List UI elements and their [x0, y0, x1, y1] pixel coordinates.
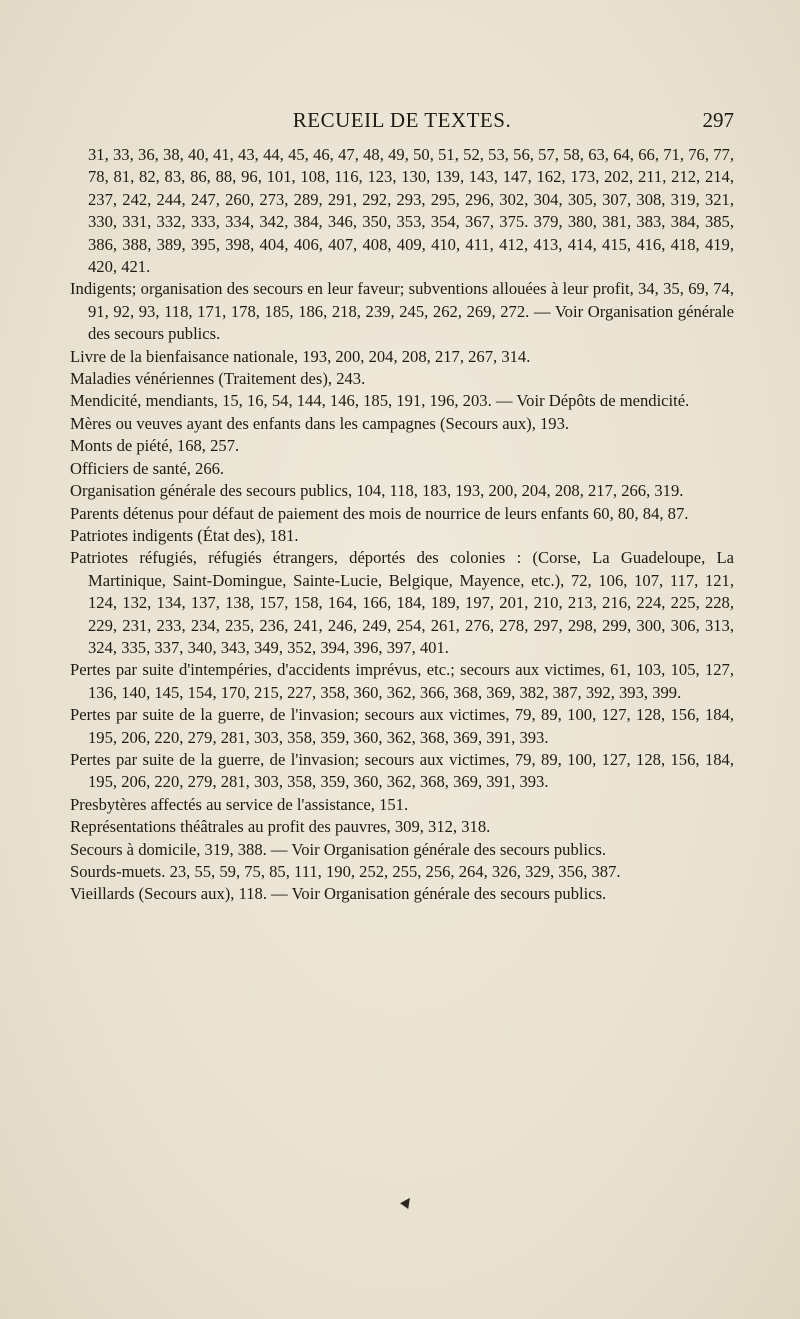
index-entry-organisation-generale: Organisation générale des secours publics, 104, 118, 183, 193, 200, 204, 208, 217, 266, 319. — [70, 481, 684, 501]
index-entry-secours-domicile: Secours à domicile, 319, 388. — Voir Organisation générale des secours publics. — [70, 839, 606, 859]
index-entry-continued: 31, 33, 36, 38, 40, 41, 43, 44, 45, 46, 47, 48, 49, 50, 51, 52, 53, 56, 57, 58, 63, 64, 66, 71, 76, 77, 78, 81, 82, 83, 86, 88, 96, 101, 108, 116, 123, 130, 139, 143, 147, 162, 173, 202, 211, 212, 214, 237, 242, 244, 247, 260, 273, 289, 291, 292, 293, 295, 296, 302, 304, 305, 307, 308, 319, 321, 330, 331, 332, 333, 334, 342, 384, 346, 350, 353, 354, 367, 375. 379, 380, 381, 383, 384, 385, 386, 388, 389, 395, 398, 404, 406, 407, 408, 409, 410, 411, 412, 413, 414, 415, 416, 418, 419, 420, 421. — [88, 145, 734, 277]
running-title: RECUEIL DE TEXTES. — [292, 108, 512, 132]
index-entry-officiers-de-sante: Officiers de santé, 266. — [70, 458, 225, 478]
index-entry-patriotes-refugies: Patriotes réfugiés, réfugiés étrangers, déportés des colonies : (Corse, La Guadeloupe, La Martinique, Saint-Domingue, Sainte-Lucie, Belgique, Mayence, etc.), 72, 106, 107, 117, 121, 124, 132, 134, 137, 138, 157, 158, 164, 166, 184, 189, 197, 201, 210, 213, 216, 224, 225, 228, 229, 231, 233, 234, 235, 236, 241, 246, 249, 254, 261, 276, 278, 297, 298, 299, 300, 306, 313, 324, 335, 337, 340, 343, 349, 352, 394, 396, 397, 401. — [70, 548, 734, 657]
ink-mark — [400, 1195, 414, 1209]
index-entry-monts-de-piete: Monts de piété, 168, 257. — [70, 436, 240, 456]
index-entry-maladies-veneriennes: Maladies vénériennes (Traitement des), 243. — [70, 369, 366, 389]
index-entry-representations-theatrales: Représentations théâtrales au profit des pauvres, 309, 312, 318. — [70, 817, 491, 837]
index-entry-livre-bienfaisance: Livre de la bienfaisance nationale, 193, 200, 204, 208, 217, 267, 314. — [70, 346, 531, 366]
index-entry-indigents: Indigents; organisation des secours en leur faveur; subventions allouées à leur profit, 34, 35, 69, 74, 91, 92, 93, 118, 171, 178, 185, 186, 218, 239, 245, 262, 269, 272. — Voir Organisation générale des secours publics. — [70, 279, 734, 344]
page-number: 297 — [702, 108, 734, 132]
index-entry-vieillards: Vieillards (Secours aux), 118. — Voir Organisation générale des secours publics. — [70, 884, 607, 904]
index-entry-presbyteres: Presbytères affectés au service de l'assistance, 151. — [70, 794, 409, 814]
index-entry-pertes-guerre: Pertes par suite de la guerre, de l'invasion; secours aux victimes, 79, 89, 100, 127, 128, 156, 184, 195, 206, 220, 279, 281, 303, 358, 359, 360, 362, 368, 369, 391, 393. — [70, 705, 734, 747]
index-text — [70, 144, 734, 906]
index-entry-pertes-guerre-repeat: Pertes par suite de la guerre, de l'invasion; secours aux victimes, 79, 89, 100, 127, 128, 156, 184, 195, 206, 220, 279, 281, 303, 358, 359, 360, 362, 368, 369, 391, 393. — [70, 749, 734, 792]
index-entry-parents-detenus: Parents détenus pour défaut de paiement des mois de nourrice de leurs enfants 60, 80, 84, 87. — [70, 503, 689, 523]
index-entry-meres-veuves: Mères ou veuves ayant des enfants dans les campagnes (Secours aux), 193. — [70, 413, 570, 433]
index-entry-sourds-muets: Sourds-muets. 23, 55, 59, 75, 85, 111, 190, 252, 255, 256, 264, 326, 329, 356, 387. — [70, 862, 621, 881]
index-entry-patriotes-indigents: Patriotes indigents (État des), 181. — [70, 525, 299, 545]
index-entry-pertes-intemperies: Pertes par suite d'intempéries, d'accidents imprévus, etc.; secours aux victimes, 61, 103, 105, 127, 136, 140, 145, 154, 170, 215, 227, 358, 360, 362, 366, 368, 369, 382, 387, 392, 393, 399. — [70, 660, 734, 702]
running-header — [70, 108, 734, 142]
index-entry-mendicite: Mendicité, mendiants, 15, 16, 54, 144, 146, 185, 191, 196, 203. — Voir Dépôts de mendicité. — [70, 391, 690, 411]
